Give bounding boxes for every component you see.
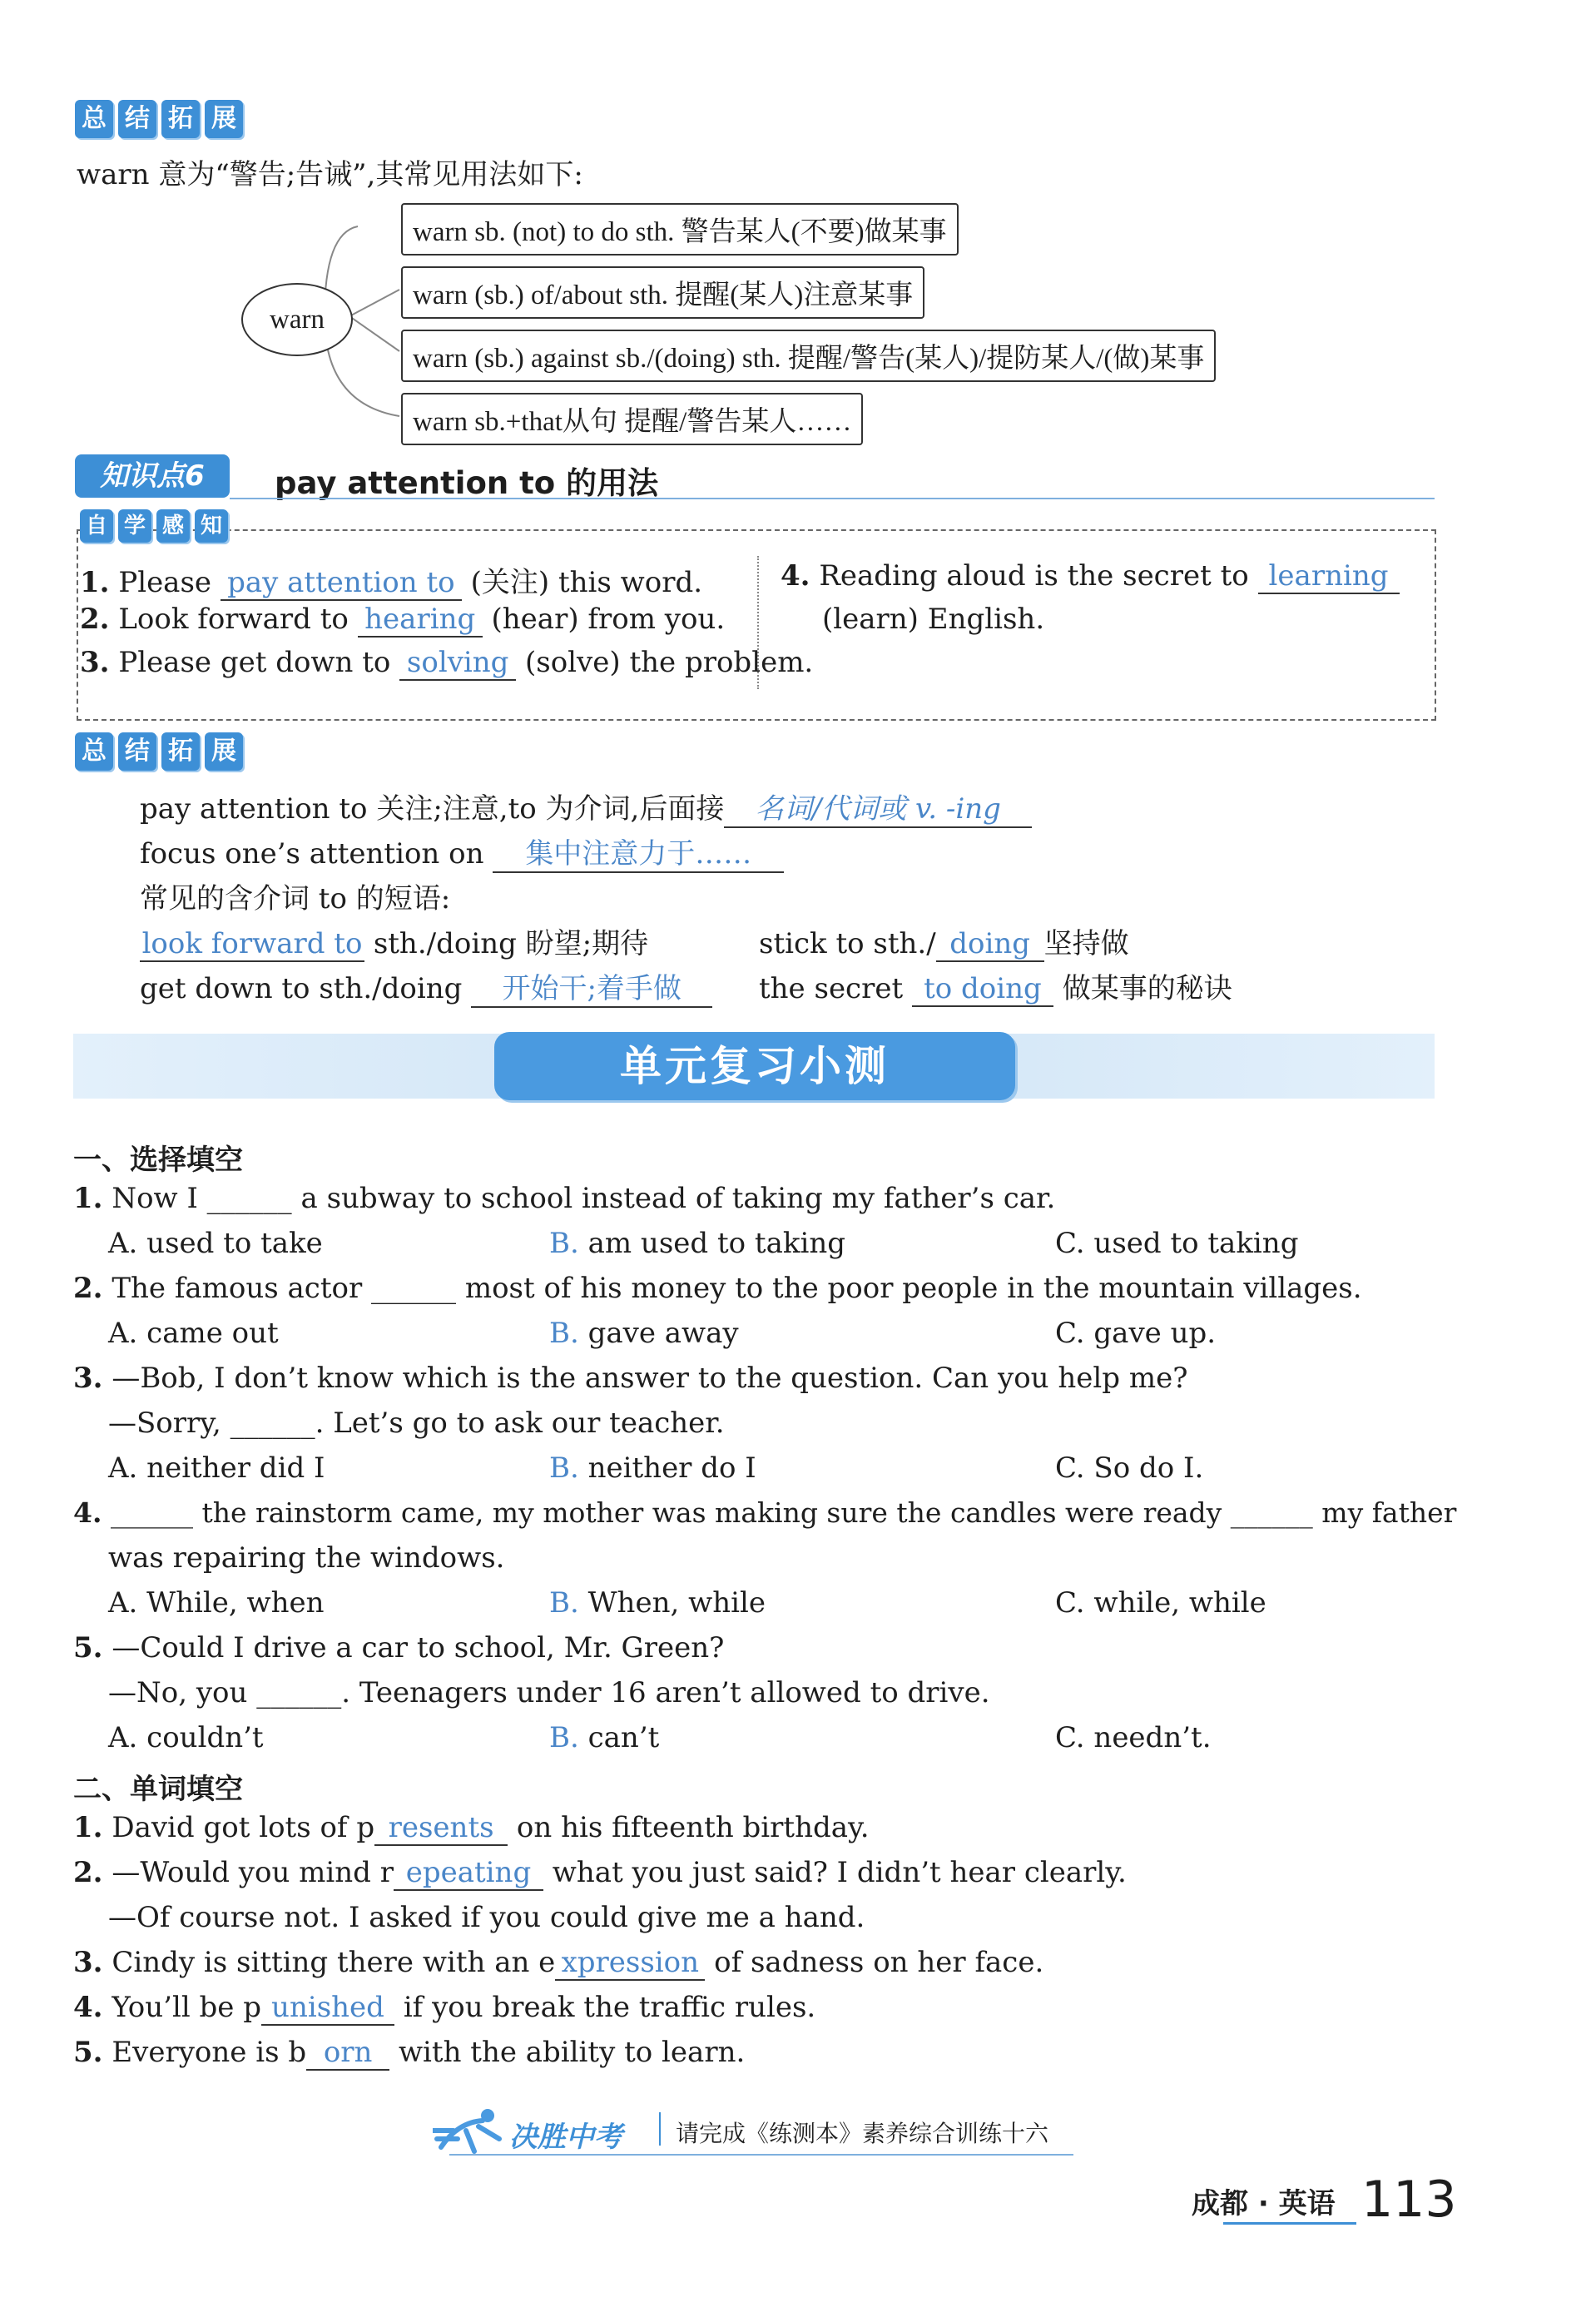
answer-blank[interactable]: to doing xyxy=(912,972,1053,1007)
tag-char: 总 xyxy=(75,100,113,138)
mc-q2: 2. The famous actor ______ most of his money to the poor people in the mountain villages. xyxy=(73,1272,1362,1305)
phrase-stick-to: stick to sth./ doing 坚持做 xyxy=(759,927,1129,960)
tag-char: 自 xyxy=(80,509,113,543)
mc-q5: 5. —Could I drive a car to school, Mr. Green? xyxy=(73,1631,725,1665)
mc-q5-line2: —No, you ______. Teenagers under 16 aren’t allowed to drive. xyxy=(108,1676,990,1709)
footer-region: 成都 · 英语 xyxy=(1192,2187,1336,2220)
runner-icon xyxy=(433,2106,508,2167)
warn-oval: warn xyxy=(241,283,353,356)
summary2-line2: focus one’s attention on 集中注意力于…… xyxy=(140,831,784,873)
mc-q3-option-c[interactable]: C. So do I. xyxy=(1055,1451,1204,1485)
tag-char: 总 xyxy=(75,732,113,771)
part2-heading: 二、单词填空 xyxy=(73,1773,243,1806)
tag-char: 结 xyxy=(118,100,156,138)
mc-q3: 3. —Bob, I don’t know which is the answer to the question. Can you help me? xyxy=(73,1362,1188,1395)
mc-q5-option-a[interactable]: A. couldn’t xyxy=(108,1721,264,1754)
answer-blank[interactable]: 集中注意力于…… xyxy=(493,831,784,873)
part1-heading: 一、选择填空 xyxy=(73,1144,243,1177)
footer-divider xyxy=(659,2112,661,2146)
tag-char: 学 xyxy=(118,509,151,543)
unit-review-title: 单元复习小测 xyxy=(494,1032,1015,1100)
answer-blank[interactable]: look forward to xyxy=(140,927,364,962)
mc-q1-option-a[interactable]: A. used to take xyxy=(108,1227,323,1260)
mc-q4-option-a[interactable]: A. While, when xyxy=(108,1586,325,1620)
summary-tag-2 xyxy=(75,732,243,771)
self-study-q2: 2. Look forward to hearing (hear) from you. xyxy=(80,603,726,636)
footer-underline xyxy=(449,2154,1073,2156)
answer-blank[interactable]: learning xyxy=(1258,559,1400,594)
mc-q2-option-a[interactable]: A. came out xyxy=(108,1317,279,1350)
mc-q3-line2: —Sorry, ______. Let’s go to ask our teacher. xyxy=(108,1407,725,1440)
tag-char: 感 xyxy=(156,509,190,543)
summary2-line3: 常见的含介词 to 的短语: xyxy=(140,882,451,915)
warn-intro: warn 意为“警告;告诫”,其常见用法如下: xyxy=(77,158,583,191)
word-q1: 1. David got lots of p resents on his fifteenth birthday. xyxy=(73,1811,870,1844)
answer-blank[interactable]: hearing xyxy=(358,603,483,638)
answer-blank[interactable]: orn xyxy=(306,2036,389,2071)
word-q2-line2: —Of course not. I asked if you could give me a hand. xyxy=(108,1901,865,1934)
mc-q3-option-b[interactable]: B. neither do I xyxy=(549,1451,756,1485)
summary-tag xyxy=(75,100,243,138)
warn-usage-4: warn sb.+that从句 提醒/警告某人…… xyxy=(401,393,863,445)
mc-q1-option-b[interactable]: B. am used to taking xyxy=(549,1227,845,1260)
knowledge-point-title: pay attention to 的用法 xyxy=(275,465,659,501)
mc-q1: 1. Now I ______ a subway to school instead of taking my father’s car. xyxy=(73,1182,1056,1215)
phrase-look-forward: look forward to sth./doing 盼望;期待 xyxy=(140,920,648,962)
answer-blank[interactable]: unished xyxy=(261,1991,394,2026)
self-study-q4: 4. Reading aloud is the secret to learning xyxy=(781,559,1400,594)
summary2-line1: pay attention to 关注;注意,to 为介词,后面接 名词/代词或 v. -ing xyxy=(140,786,1032,828)
mc-q1-option-c[interactable]: C. used to taking xyxy=(1055,1227,1299,1260)
region-underline xyxy=(1223,2222,1356,2225)
mc-q3-option-a[interactable]: A. neither did I xyxy=(108,1451,325,1485)
mc-q2-option-b[interactable]: B. gave away xyxy=(549,1317,739,1350)
self-study-q3: 3. Please get down to solving (solve) the problem. xyxy=(80,646,814,679)
tag-char: 知 xyxy=(195,509,228,543)
footer-brand: 决胜中考 xyxy=(509,2121,622,2154)
phrase-the-secret: the secret to doing 做某事的秘诀 xyxy=(759,972,1232,1005)
tag-char: 结 xyxy=(118,732,156,771)
self-study-tag xyxy=(80,509,228,543)
mc-q2-option-c[interactable]: C. gave up. xyxy=(1055,1317,1217,1350)
answer-blank[interactable]: 名词/代词或 v. -ing xyxy=(724,786,1032,828)
word-q3: 3. Cindy is sitting there with an e xpression of sadness on her face. xyxy=(73,1946,1044,1979)
self-study-q4-cont: (learn) English. xyxy=(822,603,1045,636)
mc-q4-line2: was repairing the windows. xyxy=(108,1541,505,1575)
phrase-get-down-to: get down to sth./doing 开始干;着手做 xyxy=(140,965,712,1008)
mc-q5-option-c[interactable]: C. needn’t. xyxy=(1055,1721,1212,1754)
mc-q4: 4. ______ the rainstorm came, my mother was making sure the candles were ready ______ my father xyxy=(73,1496,1457,1529)
footer-note: 请完成《练测本》素养综合训练十六 xyxy=(676,2120,1049,2147)
word-q5: 5. Everyone is b orn with the ability to learn. xyxy=(73,2036,746,2069)
answer-blank[interactable]: xpression xyxy=(555,1946,705,1981)
title-underline xyxy=(230,498,1435,499)
knowledge-point-badge: 知识点6 xyxy=(75,454,230,498)
mc-q4-option-c[interactable]: C. while, while xyxy=(1055,1586,1266,1620)
answer-blank[interactable]: epeating xyxy=(394,1856,543,1891)
page-number: 113 xyxy=(1361,2171,1457,2229)
tag-char: 拓 xyxy=(161,100,200,138)
answer-blank[interactable]: doing xyxy=(936,927,1044,962)
word-q4: 4. You’ll be p unished if you break the traffic rules. xyxy=(73,1991,816,2024)
tag-char: 展 xyxy=(205,100,243,138)
answer-blank[interactable]: resents xyxy=(374,1811,508,1846)
answer-blank[interactable]: 开始干;着手做 xyxy=(471,965,712,1008)
self-study-q1: 1. Please pay attention to (关注) this word. xyxy=(80,566,703,599)
answer-blank[interactable]: pay attention to xyxy=(221,566,462,601)
warn-usage-2: warn (sb.) of/about sth. 提醒(某人)注意某事 xyxy=(401,266,924,319)
warn-usage-1: warn sb. (not) to do sth. 警告某人(不要)做某事 xyxy=(401,203,959,256)
tag-char: 拓 xyxy=(161,732,200,771)
word-q2: 2. —Would you mind r epeating what you just said? I didn’t hear clearly. xyxy=(73,1856,1127,1889)
mc-q4-option-b[interactable]: B. When, while xyxy=(549,1586,766,1620)
warn-usage-3: warn (sb.) against sb./(doing) sth. 提醒/警告(某人)/提防某人/(做)某事 xyxy=(401,330,1216,382)
tag-char: 展 xyxy=(205,732,243,771)
answer-blank[interactable]: solving xyxy=(399,646,516,681)
mc-q5-option-b[interactable]: B. can’t xyxy=(549,1721,660,1754)
